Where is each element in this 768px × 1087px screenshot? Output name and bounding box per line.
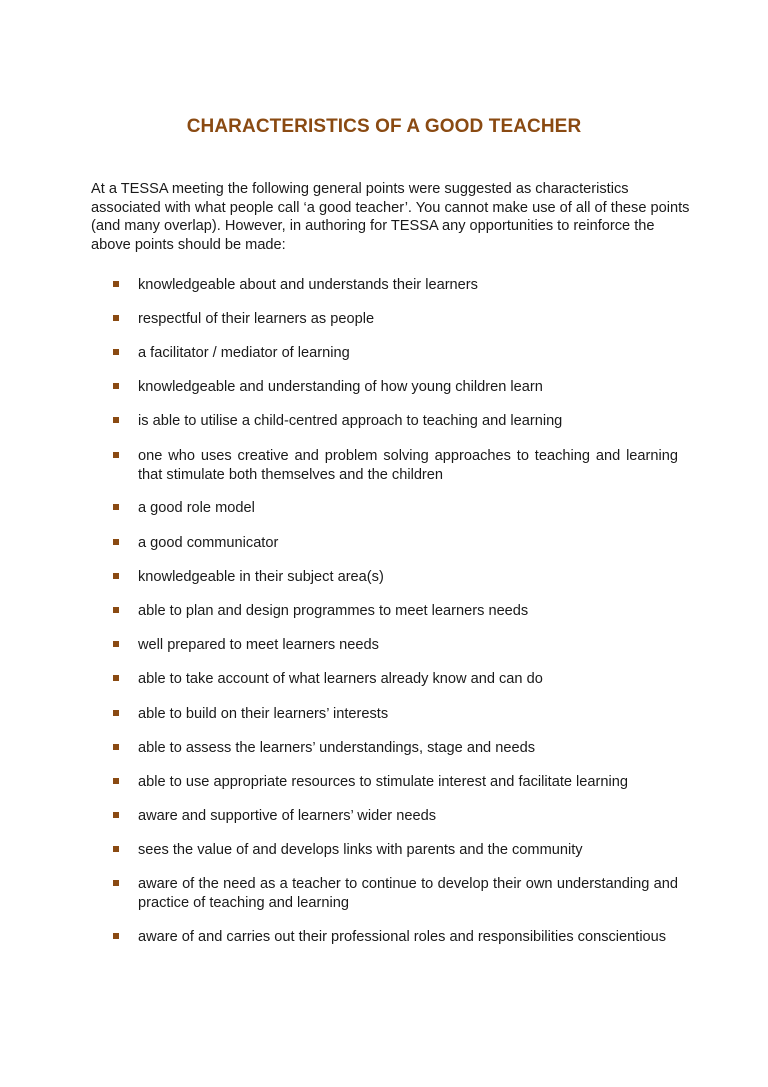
list-item-text: knowledgeable about and understands their learners <box>138 277 478 293</box>
square-bullet-icon <box>113 710 119 716</box>
list-item-text: a good role model <box>138 500 255 516</box>
list-item-text: able to plan and design programmes to meet learners needs <box>138 603 529 619</box>
list-item-text: is able to utilise a child-centred approach to teaching and learning <box>138 413 563 429</box>
intro-paragraph: At a TESSA meeting the following general points were suggested as characteristics associated with what people call ‘a good teacher’. You cannot make use of all of these points (and many overlap). However, in authoring for TESSA any opportunities to reinforce the above points should be made: <box>91 181 690 253</box>
list-item-text: able to take account of what learners already know and can do <box>138 671 543 687</box>
list-item-text: one who uses creative and problem solving approaches to teaching and learning that stimulate both themselves and the children <box>138 448 678 483</box>
square-bullet-icon <box>113 383 119 389</box>
list-item-text: respectful of their learners as people <box>138 311 375 327</box>
list-item-text: sees the value of and develops links with parents and the community <box>138 842 583 858</box>
square-bullet-icon <box>113 349 119 355</box>
list-item-text: well prepared to meet learners needs <box>138 637 379 653</box>
square-bullet-icon <box>113 315 119 321</box>
square-bullet-icon <box>113 573 119 579</box>
square-bullet-icon <box>113 452 119 458</box>
square-bullet-icon <box>113 880 119 886</box>
square-bullet-icon <box>113 812 119 818</box>
square-bullet-icon <box>113 607 119 613</box>
square-bullet-icon <box>113 641 119 647</box>
list-item-text: knowledgeable and understanding of how young children learn <box>138 379 543 395</box>
list-item-text: a facilitator / mediator of learning <box>138 345 350 361</box>
list-item-text: knowledgeable in their subject area(s) <box>138 569 384 585</box>
square-bullet-icon <box>113 933 119 939</box>
square-bullet-icon <box>113 744 119 750</box>
list-item-text: aware of and carries out their professional roles and responsibilities conscientious <box>138 929 667 945</box>
list-item-text: aware of the need as a teacher to continue to develop their own understanding and practice of teaching and learning <box>138 876 678 911</box>
square-bullet-icon <box>113 504 119 510</box>
list-item-text: able to use appropriate resources to stimulate interest and facilitate learning <box>138 774 628 790</box>
square-bullet-icon <box>113 778 119 784</box>
square-bullet-icon <box>113 417 119 423</box>
list-item-text: aware and supportive of learners’ wider needs <box>138 808 436 824</box>
square-bullet-icon <box>113 281 119 287</box>
list-item-text: a good communicator <box>138 535 279 551</box>
page-title: CHARACTERISTICS OF A GOOD TEACHER <box>186 116 582 137</box>
square-bullet-icon <box>113 675 119 681</box>
list-item-text: able to assess the learners’ understandings, stage and needs <box>138 740 535 756</box>
list-item-text: able to build on their learners’ interests <box>138 706 389 722</box>
square-bullet-icon <box>113 539 119 545</box>
square-bullet-icon <box>113 846 119 852</box>
